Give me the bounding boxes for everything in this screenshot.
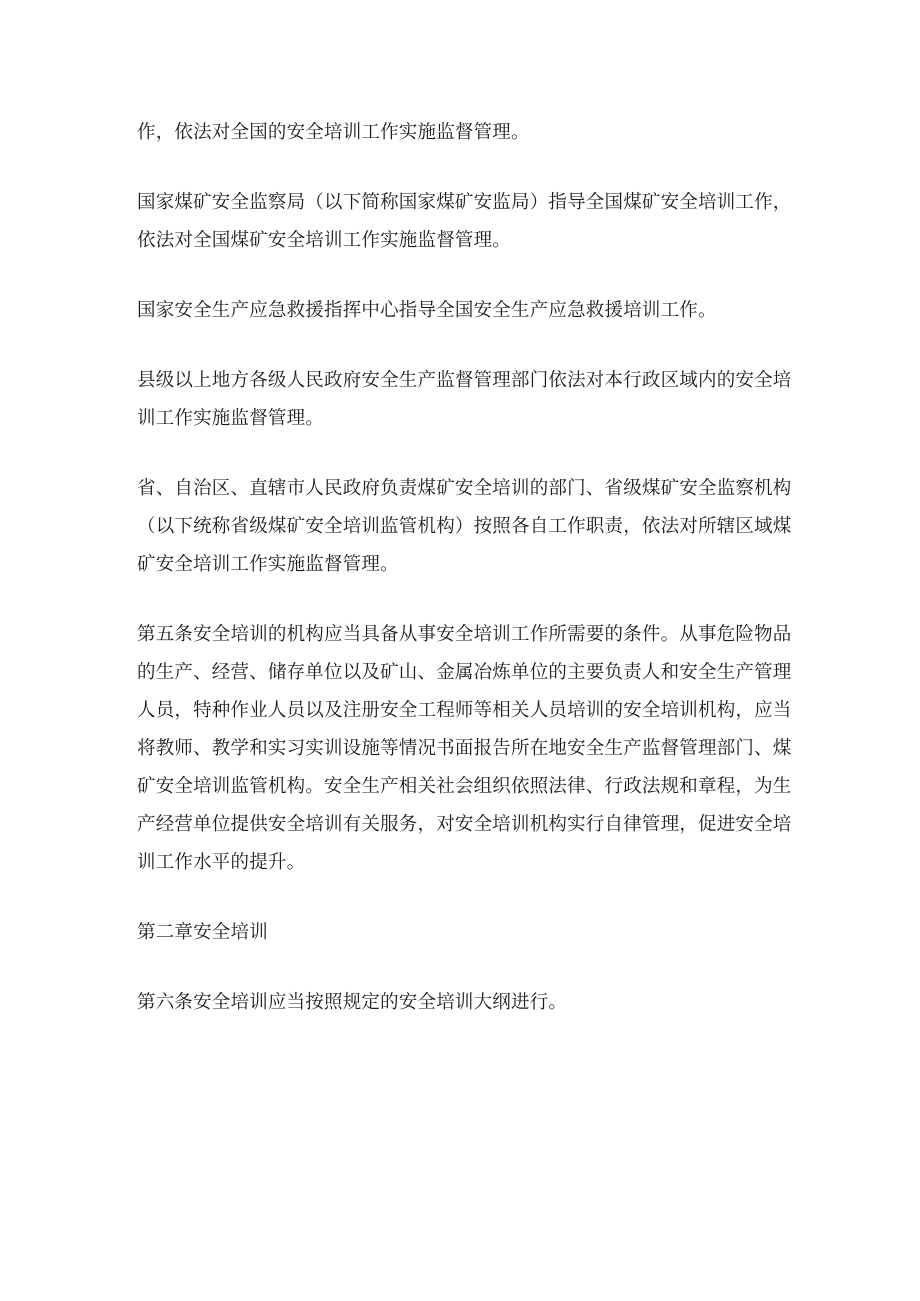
- document-body: [137, 114, 797, 1022]
- paragraph-line: 依法对全国煤矿安全培训工作实施监督管理。: [137, 230, 512, 251]
- paragraph-line: （以下统称省级煤矿安全培训监管机构）按照各自工作职责，依法对所辖区域煤: [137, 516, 792, 537]
- paragraph-line: 省、自治区、直辖市人民政府负责煤矿安全培训的部门、省级煤矿安全监察机构: [137, 478, 792, 499]
- paragraph-line: 训工作水平的提升。: [137, 852, 306, 873]
- paragraph-line: 国家煤矿安全监察局（以下简称国家煤矿安监局）指导全国煤矿安全培训工作，: [137, 192, 792, 213]
- paragraph-4: [137, 362, 797, 438]
- paragraph-8: [137, 984, 797, 1022]
- paragraph-5: [137, 470, 797, 584]
- paragraph-1: [137, 114, 797, 152]
- paragraph-line: 的生产、经营、储存单位以及矿山、金属冶炼单位的主要负责人和安全生产管理: [137, 662, 792, 683]
- chapter-heading: [137, 914, 797, 952]
- paragraph-line: 训工作实施监督管理。: [137, 408, 325, 429]
- paragraph-line: 第二章安全培训: [137, 922, 268, 943]
- paragraph-3: [137, 292, 797, 330]
- paragraph-line: 第六条安全培训应当按照规定的安全培训大纲进行。: [137, 992, 568, 1013]
- paragraph-line: 县级以上地方各级人民政府安全生产监督管理部门依法对本行政区域内的安全培: [137, 370, 792, 391]
- paragraph-line: 第五条安全培训的机构应当具备从事安全培训工作所需要的条件。从事危险物品: [137, 624, 792, 645]
- paragraph-6: [137, 616, 797, 882]
- paragraph-line: 矿安全培训工作实施监督管理。: [137, 554, 399, 575]
- paragraph-line: 作，依法对全国的安全培训工作实施监督管理。: [137, 122, 530, 143]
- paragraph-line: 国家安全生产应急救援指挥中心指导全国安全生产应急救援培训工作。: [137, 300, 717, 321]
- paragraph-2: [137, 184, 797, 260]
- paragraph-line: 人员，特种作业人员以及注册安全工程师等相关人员培训的安全培训机构，应当: [137, 700, 792, 721]
- paragraph-line: 将教师、教学和实习实训设施等情况书面报告所在地安全生产监督管理部门、煤: [137, 738, 792, 759]
- paragraph-line: 矿安全培训监管机构。安全生产相关社会组织依照法律、行政法规和章程，为生: [137, 776, 792, 797]
- paragraph-line: 产经营单位提供安全培训有关服务，对安全培训机构实行自律管理，促进安全培: [137, 814, 792, 835]
